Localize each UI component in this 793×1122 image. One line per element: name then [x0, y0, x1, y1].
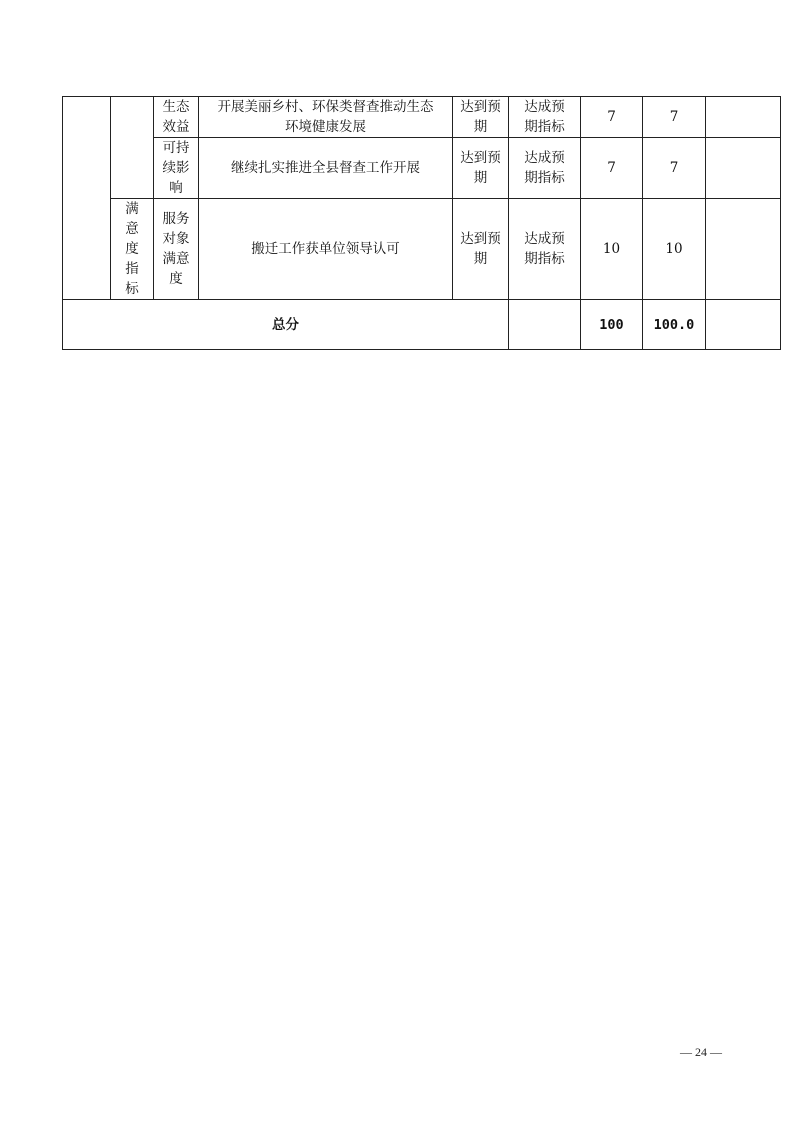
target-text: 达到预 期 — [460, 150, 501, 186]
sub-indicator-cell — [154, 199, 199, 300]
indicator-cell — [111, 199, 154, 300]
category-cell — [63, 97, 111, 300]
content-cell — [199, 199, 453, 300]
total-remark-cell — [706, 300, 781, 350]
total-blank-cell — [509, 300, 581, 350]
actual-text: 达成预 期指标 — [524, 150, 565, 186]
indicator-cell — [111, 97, 154, 199]
remark-cell — [706, 199, 781, 300]
weight-cell: 10 — [581, 199, 643, 300]
target-cell — [453, 97, 509, 138]
actual-cell — [509, 138, 581, 199]
content-cell — [199, 97, 453, 138]
weight-cell: 7 — [581, 97, 643, 138]
actual-cell — [509, 97, 581, 138]
table-row — [63, 138, 781, 199]
content-text: 搬迁工作获单位领导认可 — [251, 241, 400, 257]
content-cell — [199, 138, 453, 199]
actual-text: 达成预 期指标 — [524, 231, 565, 267]
score-cell: 7 — [643, 138, 706, 199]
actual-cell — [509, 199, 581, 300]
content-text: 开展美丽乡村、环保类督查推动生态 环境健康发展 — [217, 99, 434, 135]
indicator-text: 满 意 度 指 标 — [125, 201, 139, 297]
score-cell: 7 — [643, 97, 706, 138]
remark-cell — [706, 97, 781, 138]
target-cell — [453, 138, 509, 199]
total-row — [63, 300, 781, 350]
sub-indicator-text: 生态 效益 — [162, 99, 190, 135]
score-cell: 10 — [643, 199, 706, 300]
total-weight: 100 — [581, 300, 643, 350]
total-score: 100.0 — [643, 300, 706, 350]
target-text: 达到预 期 — [460, 231, 501, 267]
target-cell — [453, 199, 509, 300]
performance-evaluation-table — [62, 96, 781, 350]
remark-cell — [706, 138, 781, 199]
target-text: 达到预 期 — [460, 99, 501, 135]
table-row — [63, 199, 781, 300]
actual-text: 达成预 期指标 — [524, 99, 565, 135]
sub-indicator-cell — [154, 97, 199, 138]
sub-indicator-text: 可持 续影 响 — [162, 140, 190, 196]
weight-cell: 7 — [581, 138, 643, 199]
page-number: — 24 — — [680, 1045, 722, 1059]
total-label: 总分 — [63, 300, 509, 350]
content-text: 继续扎实推进全县督查工作开展 — [231, 160, 420, 176]
table-row — [63, 97, 781, 138]
sub-indicator-text: 服务 对象 满意 度 — [162, 211, 190, 287]
sub-indicator-cell — [154, 138, 199, 199]
